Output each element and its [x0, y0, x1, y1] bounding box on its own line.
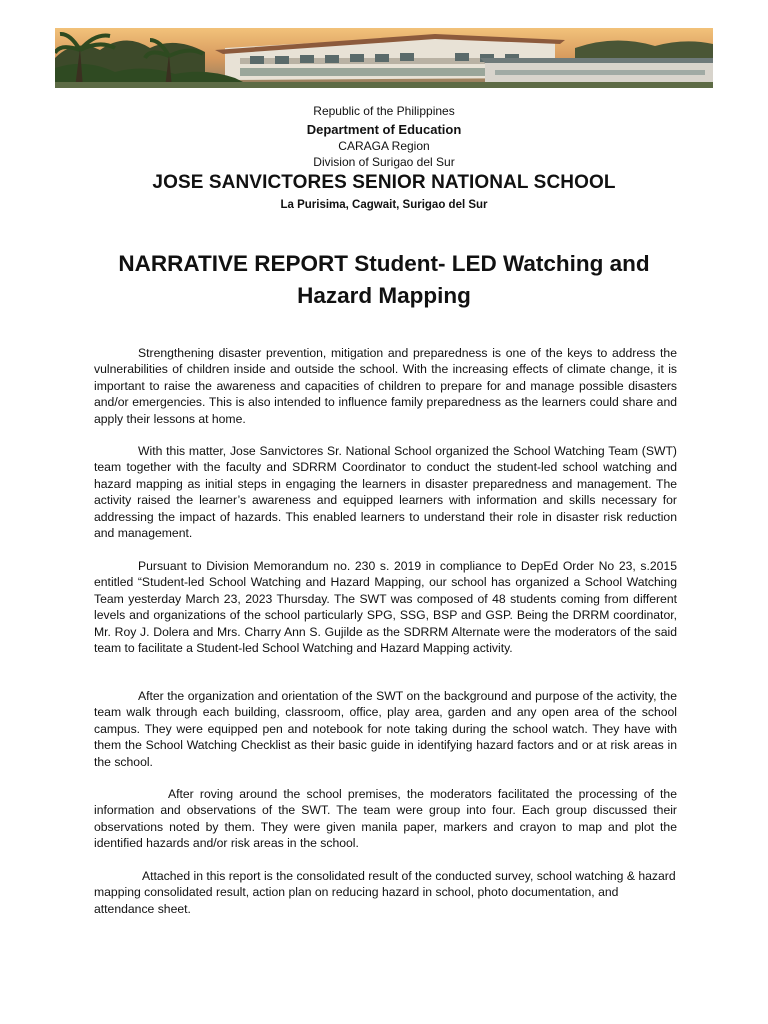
school-name: JOSE SANVICTORES SENIOR NATIONAL SCHOOL — [152, 172, 616, 193]
department-line: Department of Education — [306, 122, 462, 137]
paragraph-3: Pursuant to Division Memorandum no. 230 s. 2019 in compliance to DepEd Order No 23, s.2015 entitled “Student-led School Watching and Hazard Mapping, our school has organized a School Watching Team yesterday March 23, 2023 Thursday. The SWT was composed of 48 students coming from different levels and organizations of the school particularly SPG, SSG, BSP and GSP. Being the DRRM coordinator, Mr. Roy J. Dolera and Mrs. Charry Ann S. Gujilde as the SDRRM Alternate were the moderators of the said team to facilitate a Student-led School Watching and Hazard Mapping activity. — [94, 559, 677, 656]
school-location: La Purisima, Cagwait, Surigao del Sur — [280, 199, 488, 211]
republic-line: Republic of the Philippines — [313, 104, 455, 118]
paragraph-5: After roving around the school premises, the moderators facilitated the processing of the information and observations of the SWT. The team were group into four. Each group discussed their observations noted by them. They were given manila paper, markers and crayon to map and plot the identified hazards and/or risk areas in the school. — [94, 787, 677, 851]
paragraph-1: Strengthening disaster prevention, mitigation and preparedness is one of the keys to address the vulnerabilities of children inside and outside the school. With the increasing effects of climate change, it is important to raise the awareness and capacities of children to prepare for and manage possible disasters and/or emergencies. This is also intended to influence family preparedness as the learners could share and apply their lessons at home. — [94, 346, 677, 426]
division-line: Division of Surigao del Sur — [313, 155, 455, 169]
region-line: CARAGA Region — [338, 139, 430, 153]
paragraph-6: Attached in this report is the consolidated result of the conducted survey, school watching & hazard mapping consolidated result, action plan on reducing hazard in school, photo documentation, and attendance sheet. — [94, 869, 676, 916]
school-building-image — [55, 28, 713, 88]
paragraph-4: After the organization and orientation of the SWT on the background and purpose of the activity, the team walk through each building, classroom, office, play area, garden and any open area of the school campus. They were equipped pen and notebook for note taking during the school watch. They have with them the School Watching Checklist as their basic guide in identifying hazard factors and or at risk areas in the school. — [94, 689, 677, 769]
school-banner-photo — [55, 28, 713, 88]
report-title: NARRATIVE REPORT Student- LED Watching and Hazard Mapping — [118, 251, 650, 308]
paragraph-2: With this matter, Jose Sanvictores Sr. National School organized the School Watching Team (SWT) team together with the faculty and SDRRM Coordinator to conduct the student-led school watching and hazard mapping as initial steps in engaging the learners in disaster preparedness and management. The activity raised the learner’s awareness and equipped learners with information and skills necessary for addressing the impact of hazards. This enabled learners to understand their role in disaster risk reduction and management. — [94, 444, 677, 541]
